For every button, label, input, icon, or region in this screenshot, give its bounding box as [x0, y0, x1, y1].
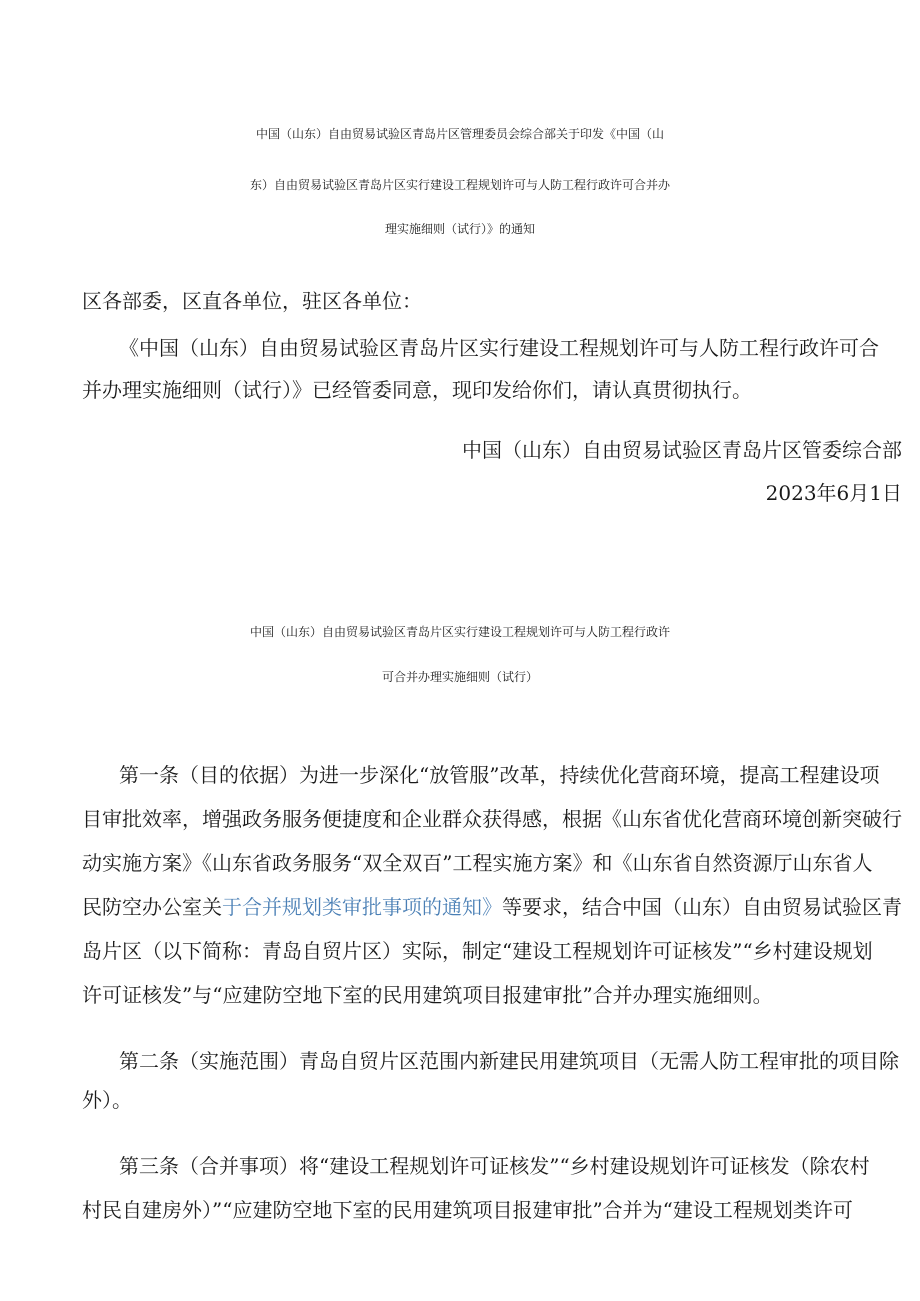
notice-body-line-2: 并办理实施细则（试行）》已经管委同意，现印发给你们，请认真贯彻执行。: [82, 378, 752, 402]
notice-body-line-1: 《中国（山东）自由贸易试验区青岛片区实行建设工程规划许可与人防工程行政许可合: [119, 336, 879, 360]
article-2-line-2: 外）。: [82, 1088, 132, 1112]
notice-title-line-1: 中国（山东）自由贸易试验区青岛片区管理委员会综合部关于印发《中国（山: [255, 127, 664, 141]
notice-title-line-2: 东）自由贸易试验区青岛片区实行建设工程规划许可与人防工程行政许可合并办: [249, 178, 670, 192]
article-1-line-3: 动实施方案》《山东省政务服务“双全双百”工程实施方案》和《山东省自然资源厅山东省人: [82, 851, 873, 875]
salutation: 区各部委，区直各单位，驻区各单位：: [82, 289, 422, 313]
article-1-line-4-text-a: 民防空办公室关: [82, 895, 222, 919]
issue-date: 2023年6月1日: [765, 481, 902, 505]
article-1-line-4-text-b: 等要求，结合中国（山东）自由贸易试验区青: [502, 895, 902, 919]
article-1-line-4: [82, 893, 902, 921]
article-1-line-5: 岛片区（以下简称：青岛自贸片区）实际，制定“建设工程规划许可证核发”“乡村建设规划: [82, 939, 873, 963]
article-2-line-1: 第二条（实施范围）青岛自贸片区范围内新建民用建筑项目（无需人防工程审批的项目除: [119, 1049, 899, 1073]
article-1-line-6: 许可证核发”与“应建防空地下室的民用建筑项目报建审批”合并办理实施细则。: [82, 983, 773, 1007]
article-1-line-1: 第一条（目的依据）为进一步深化“放管服”改革，持续优化营商环境，提高工程建设项: [119, 763, 880, 787]
issuer-signature: 中国（山东）自由贸易试验区青岛片区管委综合部: [462, 438, 902, 462]
notice-reference-link[interactable]: 于合并规划类审批事项的通知》: [222, 895, 502, 919]
notice-title-line-3: 理实施细则（试行）》的通知: [384, 222, 535, 236]
rules-title-line-1: 中国（山东）自由贸易试验区青岛片区实行建设工程规划许可与人防工程行政许: [249, 625, 670, 639]
article-1-line-2: 目审批效率，增强政务服务便捷度和企业群众获得感，根据《山东省优化营商环境创新突破行: [82, 807, 902, 831]
rules-title-line-2: 可合并办理实施细则（试行）: [381, 670, 538, 684]
article-3-line-2: 村民自建房外）”“应建防空地下室的民用建筑项目报建审批”合并为“建设工程规划类许可: [82, 1198, 853, 1222]
article-3-line-1: 第三条（合并事项）将“建设工程规划许可证核发”“乡村建设规划许可证核发（除农村: [119, 1154, 870, 1178]
